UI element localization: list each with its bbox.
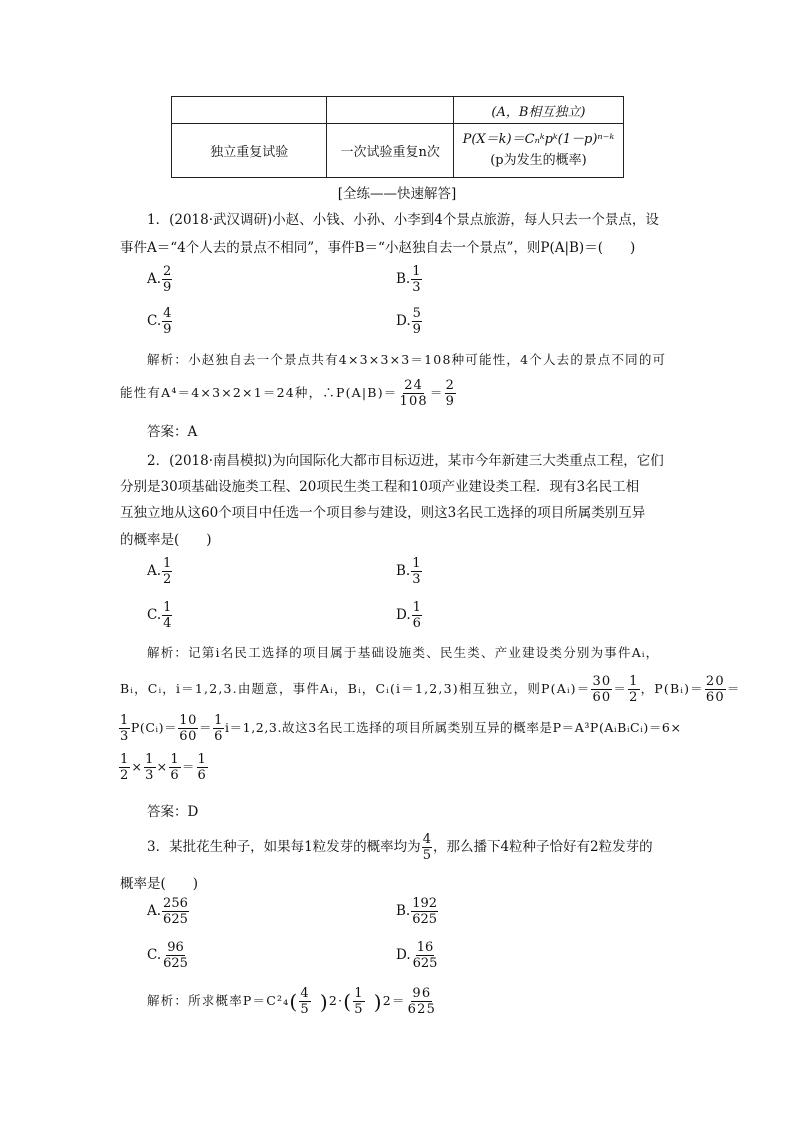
independence-note: (A，B相互独立) xyxy=(491,104,586,120)
table-row xyxy=(172,124,624,178)
q1-option-b xyxy=(396,264,423,295)
q1-option-c xyxy=(147,306,173,337)
option-fraction: $\frac{16}{625}$ xyxy=(412,940,438,971)
model-name-cell: 独立重复试验 xyxy=(172,124,327,178)
q1-option-a xyxy=(147,264,173,295)
q2-stem-line-2: 分别是30项基础设施类工程、20项民生类工程和10项产业建设类工程．现有3名民工相 xyxy=(120,479,640,495)
q2-option-d xyxy=(396,600,423,631)
option-fraction: $\frac{1}{3}$ xyxy=(412,264,421,295)
q1-option-d xyxy=(396,306,423,337)
option-label: B. xyxy=(396,271,411,287)
q2-option-c xyxy=(147,600,173,631)
q2-solution-line-1: 解析：记第i名民工选择的项目属于基础设施类、民生类、产业建设类分别为事件Aᵢ， xyxy=(147,645,660,660)
option-fraction: $\frac{256}{625}$ xyxy=(163,896,188,927)
q2-stem-line-3: 互独立地从这60个项目中任选一个项目参与建设，则这3名民工选择的项目所属类别互异 xyxy=(120,505,646,521)
option-fraction: $\frac{1}{6}$ xyxy=(412,600,421,631)
q2-stem-line-4: 的概率是( ) xyxy=(120,532,212,548)
q2-option-b xyxy=(396,556,423,587)
option-label: A. xyxy=(147,271,162,287)
q3-stem-line-1: 3．某批花生种子，如果每1粒发芽的概率均为 $\frac{4}{5}$ ，那么播下4粒种子恰好有2粒发芽的 xyxy=(147,832,653,863)
q2-stem-line-1: 2．(2018·南昌模拟)为向国际化大都市目标迈进，某市今年新建三大类重点工程，它们 xyxy=(147,453,664,469)
q2-option-a xyxy=(147,556,173,587)
table-cell xyxy=(172,97,327,124)
option-fraction: $\frac{4}{9}$ xyxy=(163,306,172,337)
q1-solution-line-1: 解析：小赵独自去一个景点共有4×3×3×3＝108种可能性，4个人去的景点不同的可 xyxy=(147,352,667,367)
option-fraction: $\frac{96}{625}$ xyxy=(163,940,188,971)
option-fraction: $\frac{1}{3}$ xyxy=(412,556,421,587)
q1-answer: 答案：A xyxy=(147,424,198,440)
q2-answer: 答案：D xyxy=(147,804,199,820)
option-label: C. xyxy=(147,313,162,329)
option-fraction: $\frac{1}{4}$ xyxy=(163,600,172,631)
q3-option-c xyxy=(147,940,190,971)
option-fraction: $\frac{5}{9}$ xyxy=(412,306,421,337)
model-description-cell: 一次试验重复n次 xyxy=(327,124,453,178)
binomial-formula: P(X＝k)＝Cₙᵏpᵏ(1－p)ⁿ⁻ᵏ xyxy=(462,131,615,147)
section-heading: [全练——快速解答] xyxy=(337,186,457,202)
q3-solution: 解析：所求概率P＝C²₄( $\frac{4}{5}$ )2·( $\frac{1}{5}$ )2＝ $\frac{96}{625}$ xyxy=(147,986,437,1017)
option-label: C. xyxy=(147,607,162,623)
option-label: D. xyxy=(396,607,411,623)
model-formula-cell xyxy=(453,124,623,178)
q1-stem-line-1: 1．(2018·武汉调研)小赵、小钱、小孙、小李到4个景点旅游，每人只去一个景点，设 xyxy=(147,212,659,228)
q3-option-a xyxy=(147,896,190,927)
table-cell xyxy=(327,97,453,124)
option-label: A. xyxy=(147,903,162,919)
q3-option-b xyxy=(396,896,439,927)
q3-stem-line-2: 概率是( ) xyxy=(120,876,199,892)
option-label: D. xyxy=(396,947,411,963)
option-fraction: $\frac{1}{2}$ xyxy=(163,556,172,587)
formula-note: (p为发生的概率) xyxy=(490,152,587,168)
q2-solution-line-2: Bᵢ，Cᵢ，i＝1,2,3.由题意，事件Aᵢ，Bᵢ，Cᵢ(i＝1,2,3)相互独立，则P(Aᵢ)＝ $\frac{30}{60}$ ＝ $\frac{1}{2}$ ，P(Bᵢ)＝ $\frac{20}{60}$ ＝ xyxy=(120,674,741,705)
option-fraction: $\frac{192}{625}$ xyxy=(412,896,438,927)
q1-stem-line-2: 事件A＝“4个人去的景点不相同”，事件B＝“小赵独自去一个景点”，则P(A|B)＝( ) xyxy=(120,240,636,256)
table-row xyxy=(172,97,624,124)
option-label: B. xyxy=(396,563,411,579)
probability-model-table xyxy=(171,96,624,178)
q2-solution-line-3: $\frac{1}{3}$ P(Cᵢ)＝ $\frac{10}{60}$ ＝ $\frac{1}{6}$ i＝1,2,3.故这3名民工选择的项目所属类别互异的概率是P＝A³P(AᵢBᵢCᵢ)＝6× xyxy=(120,713,682,744)
q3-option-d xyxy=(396,940,439,971)
q1-solution-line-2: 能性有A⁴＝4×3×2×1＝24种，∴P(A|B)＝ $\frac{24}{108}$ ＝ $\frac{2}{9}$ xyxy=(120,378,456,409)
option-label: A. xyxy=(147,563,162,579)
option-label: C. xyxy=(147,947,162,963)
option-label: D. xyxy=(396,313,411,329)
table-cell xyxy=(453,97,623,124)
option-fraction: $\frac{2}{9}$ xyxy=(163,264,172,295)
q2-solution-line-4: $\frac{1}{2}$ × $\frac{1}{3}$ × $\frac{1}{6}$ ＝ $\frac{1}{6}$ xyxy=(120,752,208,783)
option-label: B. xyxy=(396,903,411,919)
